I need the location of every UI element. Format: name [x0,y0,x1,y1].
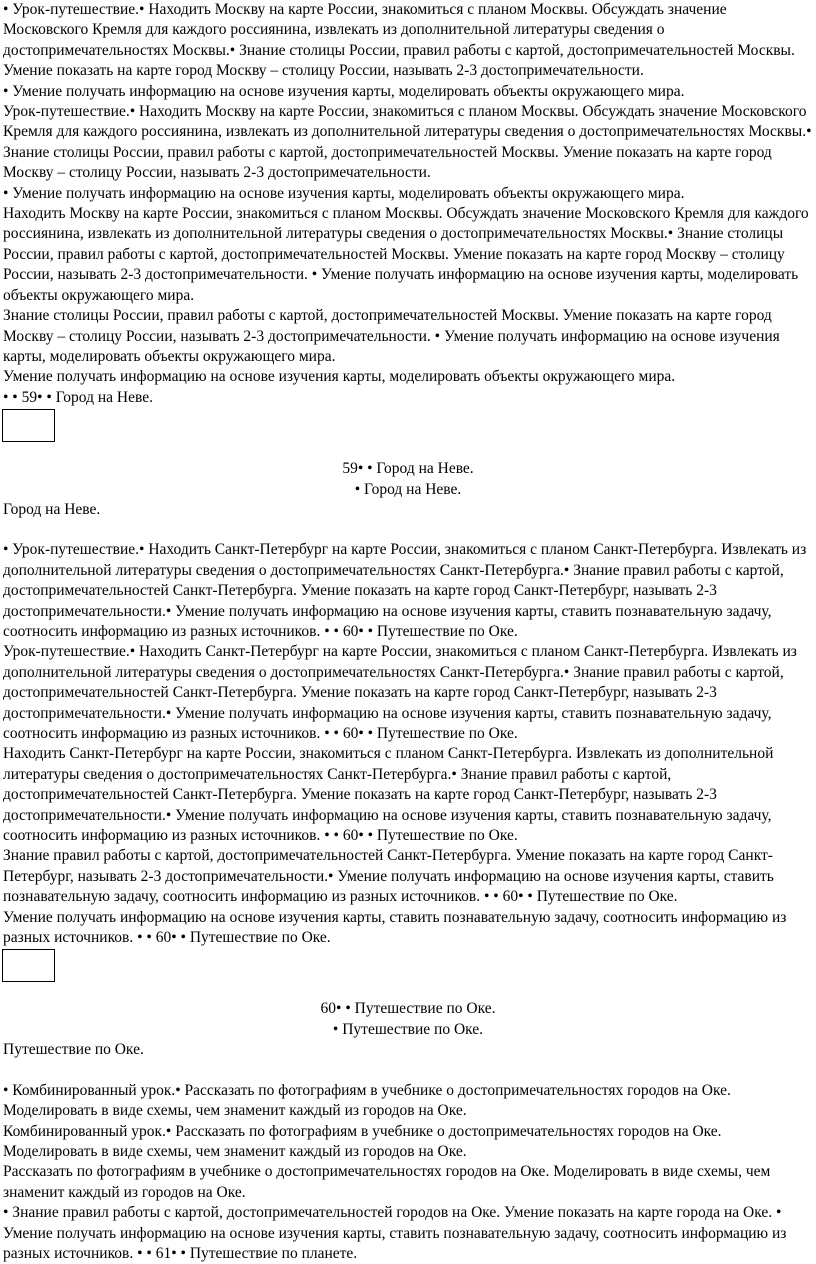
paragraph: • Урок-путешествие.• Находить Москву на карте России, знакомиться с планом Москвы. Обсуждать значение Московского Кремля для каждого россиянина, извлекать из дополнительной литературы сведения о достопримечательностях Москвы.• Знание столицы России, правил работы с картой, достопримечательностей Москвы. Умение показать на карте город Москву – столицу России, называть 2-3 достопримечательности. [3,1,795,80]
paragraph: • Знание правил работы с картой, достопримечательностей городов на Оке. Умение показать на карте города на Оке. • Умение получать информацию на основе изучения карты, ставить познавательную задачу, соотносить информацию из разных источников. • • 61• • Путешествие по планете. [3,1204,787,1262]
paragraph: • Умение получать информацию на основе изучения карты, моделировать объекты окружающего мира. [3,82,685,100]
empty-cell-box [2,949,55,982]
empty-cell-box [2,409,55,442]
paragraph: Знание правил работы с картой, достопримечательностей Санкт-Петербурга. Умение показать на карте город Санкт-Петербург, называть 2-3 достопримечательности.• Умение получать информацию на основе изучения карты, ставить познавательную задачу, соотносить информацию из разных источников. • • 60• • Путешествие по Оке. [3,847,774,906]
centered-lesson-heading: • Город на Неве. [354,480,462,498]
paragraph: Находить Санкт-Петербург на карте России, знакомиться с планом Санкт-Петербурга. Извлекать из дополнительной литературы сведения о достопримечательностях Санкт-Петербурга.• Знание правил работы с картой, достопримечательностей Санкт-Петербурга. Умение показать на карте город Санкт-Петербург, называть 2-3 достопримечательности.• Умение получать информацию на основе изучения карты, ставить познавательную задачу, соотносить информацию из разных источников. • • 60• • Путешествие по Оке. [3,745,774,845]
paragraph: • Урок-путешествие.• Находить Санкт-Петербург на карте России, знакомиться с планом Санкт-Петербурга. Извлекать из дополнительной литературы сведения о достопримечательностях Санкт-Петербурга.• Знание правил работы с картой, достопримечательностей Санкт-Петербурга. Умение показать на карте город Санкт-Петербург, называть 2-3 достопримечательности.• Умение получать информацию на основе изучения карты, ставить познавательную задачу, соотносить информацию из разных источников. • • 60• • Путешествие по Оке. [3,541,807,640]
paragraph: Умение получать информацию на основе изучения карты, ставить познавательную задачу, соотносить информацию из разных источников. • • 60• • Путешествие по Оке. [3,908,787,947]
paragraph: • Комбинированный урок.• Рассказать по фотографиям в учебнике о достопримечательностях городов на Оке. Моделировать в виде схемы, чем знаменит каждый из городов на Оке. [3,1081,731,1120]
paragraph: • Умение получать информацию на основе изучения карты, моделировать объекты окружающего мира. [3,184,685,202]
lesson-marker-line: • • 59• • Город на Неве. [3,388,153,406]
lesson-title: Путешествие по Оке. [3,1041,144,1059]
paragraph: Урок-путешествие.• Находить Москву на карте России, знакомиться с планом Москвы. Обсуждать значение Московского Кремля для каждого россиянина, извлекать из дополнительной литературы сведения о достопримечательностях Москвы.• Знание столицы России, правил работы с картой, достопримечательностей Москвы. Умение показать на карте город Москву – столицу России, называть 2-3 достопримечательности. [3,103,812,182]
paragraph: Находить Москву на карте России, знакомиться с планом Москвы. Обсуждать значение Московского Кремля для каждого россиянина, извлекать из дополнительной литературы сведения о достопримечательностях Москвы.• Знание столицы России, правил работы с картой, достопримечательностей Москвы. Умение показать на карте город Москву – столицу России, называть 2-3 достопримечательности. • Умение получать информацию на основе изучения карты, моделировать объекты окружающего мира. [3,205,809,304]
section-saint-petersburg [0,540,816,1060]
paragraph: Знание столицы России, правил работы с картой, достопримечательностей Москвы. Умение показать на карте город Москву – столицу России, называть 2-3 достопримечательности. • Умение получать информацию на основе изучения карты, моделировать объекты окружающего мира. [3,307,780,365]
section-moscow [0,0,816,520]
centered-lesson-heading: • Путешествие по Оке. [332,1020,484,1038]
paragraph: Комбинированный урок.• Рассказать по фотографиям в учебнике о достопримечательностях городов на Оке. Моделировать в виде схемы, чем знаменит каждый из городов на Оке. [3,1122,722,1160]
section-oka [0,1081,816,1264]
paragraph: Рассказать по фотографиям в учебнике о достопримечательностях городов на Оке. Моделировать в виде схемы, чем знаменит каждый из городов на Оке. [3,1163,771,1201]
centered-lesson-heading: 60• • Путешествие по Оке. [320,1000,496,1018]
paragraph: Урок-путешествие.• Находить Санкт-Петербург на карте России, знакомиться с планом Санкт-Петербурга. Извлекать из дополнительной литературы сведения о достопримечательностях Санкт-Петербурга.• Знание правил работы с картой, достопримечательностей Санкт-Петербурга. Умение показать на карте город Санкт-Петербург, называть 2-3 достопримечательности.• Умение получать информацию на основе изучения карты, ставить познавательную задачу, соотносить информацию из разных источников. • • 60• • Путешествие по Оке. [3,643,797,742]
centered-lesson-heading: 59• • Город на Неве. [342,460,474,478]
paragraph: Умение получать информацию на основе изучения карты, моделировать объекты окружающего мира. [3,368,676,386]
lesson-title: Город на Неве. [3,500,101,518]
